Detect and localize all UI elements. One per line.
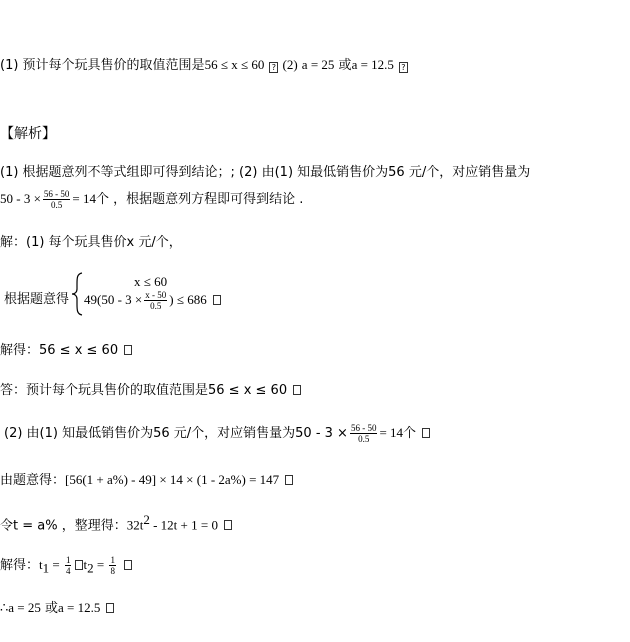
root-1-equals: = xyxy=(49,557,63,572)
part-2-prefix: (2) 由(1) 知最低销售价为56 元/个，对应销售量为50 - 3 × xyxy=(4,426,348,441)
solve-line-1-text: 解得：56 ≤ x ≤ 60 xyxy=(0,343,119,358)
conclusion-alt: a = 12.5 xyxy=(58,600,101,615)
substitution-line xyxy=(0,512,232,534)
conclusion-prefix: ∴a = 25 xyxy=(0,600,41,615)
root-1-subscript: 1 xyxy=(42,560,50,576)
solution-intro: 解：(1) 每个玩具售价x 元/个， xyxy=(0,235,182,250)
missing-glyph-icon xyxy=(124,560,132,570)
conclusion-line xyxy=(0,600,114,617)
substitution-eq-a: 32t xyxy=(126,517,144,533)
answer-1-line xyxy=(0,383,301,399)
fraction-numerator: 56 - 50 xyxy=(350,423,377,433)
fraction-denominator: 4 xyxy=(65,566,71,576)
part-2-fraction xyxy=(350,423,378,444)
root-2-fraction xyxy=(109,555,116,576)
answer-part2-value: a = 25 xyxy=(301,57,335,72)
root-1-fraction xyxy=(65,555,72,576)
missing-glyph-icon xyxy=(293,385,301,395)
answer-part1-range: 56 ≤ x ≤ 60 xyxy=(204,57,265,72)
fraction-numerator: 56 - 50 xyxy=(43,189,70,199)
analysis-fraction xyxy=(43,189,71,210)
answer-part2-label: (2) xyxy=(282,57,298,72)
missing-glyph-icon xyxy=(224,520,232,530)
missing-glyph-icon xyxy=(422,428,430,438)
system-row-1: x ≤ 60 xyxy=(134,274,168,289)
fraction-numerator: 1 xyxy=(65,555,71,565)
substitution-eq-b: - 12t + 1 = 0 xyxy=(149,517,218,533)
substitution-exponent: 2 xyxy=(143,512,150,527)
missing-glyph-icon xyxy=(213,295,221,305)
substitution-prefix: 令t = a% ，整理得： xyxy=(0,518,127,534)
system-row-2 xyxy=(84,290,221,311)
left-brace-icon xyxy=(70,272,84,316)
answer-part2-value-alt: a = 12.5 xyxy=(351,57,394,72)
answer-line xyxy=(0,57,408,74)
conclusion-or: 或 xyxy=(45,601,59,616)
root-1-name: t xyxy=(39,557,43,572)
analysis-line-2 xyxy=(0,186,303,213)
section-title: 【解析】 xyxy=(0,126,56,142)
system-label: 根据题意得 xyxy=(4,292,70,307)
missing-glyph-icon: ? xyxy=(399,62,408,73)
solve-line-1 xyxy=(0,343,132,359)
fraction-denominator: 8 xyxy=(110,566,115,576)
analysis-expr-prefix: 50 - 3 × xyxy=(0,191,41,206)
fraction-numerator: 1 xyxy=(110,555,115,565)
equation-body: [56(1 + a%) - 49] × 14 × (1 - 2a%) = 147 xyxy=(65,472,280,487)
system-fraction xyxy=(144,290,167,311)
system-row-2-suffix: ) ≤ 686 xyxy=(169,292,207,307)
missing-glyph-icon xyxy=(285,475,293,485)
roots-line xyxy=(0,552,132,582)
equation-label: 由题意得： xyxy=(0,473,66,488)
answer-1-text: 答：预计每个玩具售价的取值范围是56 ≤ x ≤ 60 xyxy=(0,383,288,398)
analysis-line-1: (1) 根据题意列不等式组即可得到结论；; (2) 由(1) 知最低销售价为56 元/个，对应销售量为 xyxy=(0,165,531,180)
missing-glyph-icon xyxy=(124,345,132,355)
system-row-2-prefix: 49(50 - 3 × xyxy=(84,292,143,307)
analysis-line-2-suffix: 个 ，根据题意列方程即可得到结论 . xyxy=(96,192,304,207)
answer-part1-label: (1) 预计每个玩具售价的取值范围是 xyxy=(0,58,205,73)
fraction-denominator: 0.5 xyxy=(51,200,63,210)
part-2-line xyxy=(4,420,430,447)
root-2-subscript: 2 xyxy=(87,560,94,576)
missing-glyph-icon: ? xyxy=(269,62,278,73)
roots-label: 解得： xyxy=(0,558,40,573)
part-2-suffix: = 14个 xyxy=(379,425,417,440)
answer-or-word: 或 xyxy=(338,58,352,73)
root-2-name: t xyxy=(83,557,88,572)
root-2-equals: = xyxy=(93,557,108,572)
analysis-expr-result: = 14 xyxy=(72,191,97,206)
equation-line xyxy=(0,472,293,489)
fraction-numerator: x - 50 xyxy=(145,290,167,300)
fraction-denominator: 0.5 xyxy=(358,434,370,444)
missing-glyph-icon xyxy=(106,603,114,613)
fraction-denominator: 0.5 xyxy=(150,301,162,311)
